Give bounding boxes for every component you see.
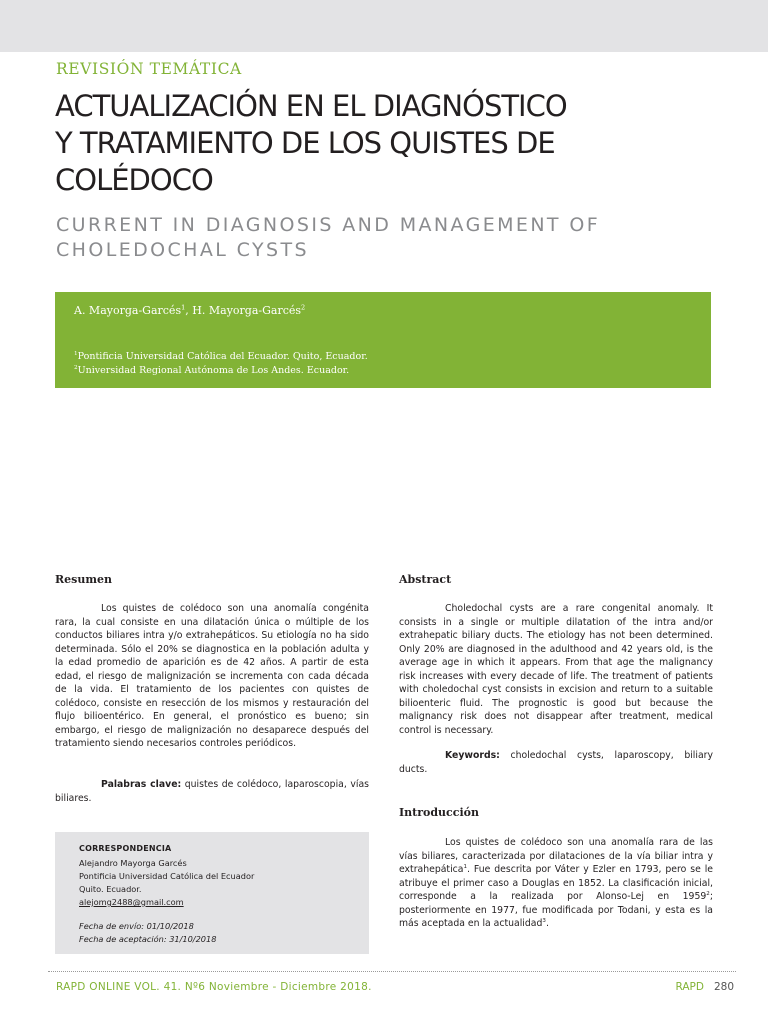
affiliation-mark: 1: [74, 350, 78, 357]
keywords-text: choledochal cysts, laparoscopy, biliary ducts.: [399, 750, 713, 775]
affiliation: [74, 351, 368, 362]
section-label: REVISIÓN TEMÁTICA: [56, 60, 242, 78]
keywords-label: Keywords:: [445, 750, 500, 761]
author-affiliation-mark: 2: [301, 303, 306, 312]
article-title-line: ACTUALIZACIÓN EN EL DIAGNÓSTICO: [55, 89, 567, 123]
resumen-text: Los quistes de colédoco son una anomalía congénita rara, la cual consiste en una dilatación única o múltiple de los conductos biliares intra y/o extrahepáticos. Su etiología no ha sido determinada. Sólo el 20% se diagnostica en la población adulta y la edad promedio de aparición es de 42 años. A partir de esta edad, el riesgo de malignización se incrementa con cada década de la vida. El tratamiento de los pacientes con quistes de colédoco, consiste en resección de los mismos y restauración del flujo bilioentérico. En general, el pronóstico es bueno; sin embargo, el riesgo de malignización no desaparece después del tratamiento siendo necesarios controles periódicos.: [55, 603, 369, 749]
correspondence-city: Quito. Ecuador.: [79, 884, 142, 894]
article-subtitle-line: CURRENT IN DIAGNOSIS AND MANAGEMENT OF: [56, 214, 601, 236]
top-band: [0, 0, 768, 52]
footer-divider: [48, 971, 736, 972]
sent-date: Fecha de envío: 01/10/2018: [79, 921, 194, 931]
footer-journal-info: RAPD ONLINE VOL. 41. Nº6 Noviembre - Diciembre 2018.: [56, 981, 372, 993]
introduccion-body: [399, 836, 713, 931]
article-title: [55, 88, 735, 199]
intro-text: Los quistes de colédoco son una anomalía rara de las vías biliares, caracterizada por dilataciones de la vía biliar intra y extrahepática: [399, 837, 713, 875]
intro-text: ; posteriormente en 1977, fue modificada por Todani, y esta es la más aceptada en la actualidad: [399, 891, 713, 929]
intro-text: .: [545, 918, 549, 929]
article-subtitle: [56, 213, 746, 262]
correspondence-title: CORRESPONDENCIA: [79, 844, 172, 853]
citation-mark: 3: [542, 917, 546, 924]
author-name: A. Mayorga-Garcés: [74, 304, 182, 317]
intro-text: . Fue descrita por Váter y Ezler en 1793, pero se le atribuye el primer caso a Douglas en 1852. La clasificación inicial, corresponde a la realizada por Alonso-Lej en 1959: [399, 864, 713, 902]
author-box: [55, 292, 711, 388]
keywords-text: quistes de colédoco, laparoscopia, vías biliares.: [55, 779, 369, 804]
correspondence-institution: Pontificia Universidad Católica del Ecuador: [79, 871, 255, 881]
resumen-keywords: [55, 778, 369, 805]
keywords-label: Palabras clave:: [101, 779, 182, 790]
article-title-line: COLÉDOCO: [55, 163, 213, 197]
author-separator: ,: [185, 304, 193, 317]
abstract-text: Choledochal cysts are a rare congenital anomaly. It consists in a single or multiple dilatation of the intra and/or extrahepatic biliary ducts. The etiology has not been determined. Only 20% are diagnosed in the adulthood and 42 years old, is the average age in which it appears. From that age the malignancy risk increases with every decade of life. The treatment of patients with choledochal cyst consists in excision and return to a suitable bilioenteric fluid. The prognostic is good but because the malignancy risk does not disappear after treatment, medical control is necessary.: [399, 603, 713, 736]
footer-page-info: [675, 981, 734, 993]
citation-mark: 1: [463, 863, 468, 870]
affiliation-text: Pontificia Universidad Católica del Ecuador. Quito, Ecuador.: [77, 351, 368, 362]
footer-brand: RAPD: [675, 981, 704, 993]
correspondence-email-link[interactable]: alejomg2488@gmail.com: [79, 897, 184, 907]
author-list: [74, 304, 305, 317]
abstract-body: [399, 602, 713, 737]
affiliation: [74, 365, 349, 376]
abstract-keywords: [399, 749, 713, 776]
abstract-heading: Abstract: [399, 573, 452, 586]
citation-mark: 2: [706, 890, 710, 897]
author-affiliation-mark: 1: [181, 303, 186, 312]
accepted-date: Fecha de aceptación: 31/10/2018: [79, 934, 217, 944]
resumen-body: [55, 602, 369, 751]
introduccion-heading: Introducción: [399, 806, 479, 819]
correspondence-box: [55, 832, 369, 954]
affiliation-text: Universidad Regional Autónoma de Los Andes. Ecuador.: [77, 365, 350, 376]
affiliation-mark: 2: [74, 364, 78, 371]
article-title-line: Y TRATAMIENTO DE LOS QUISTES DE: [55, 126, 555, 160]
resumen-heading: Resumen: [55, 573, 112, 586]
author-name: H. Mayorga-Garcés: [192, 304, 302, 317]
article-subtitle-line: CHOLEDOCHAL CYSTS: [56, 238, 309, 261]
correspondence-name: Alejandro Mayorga Garcés: [79, 858, 187, 868]
page-number: 280: [713, 981, 734, 993]
